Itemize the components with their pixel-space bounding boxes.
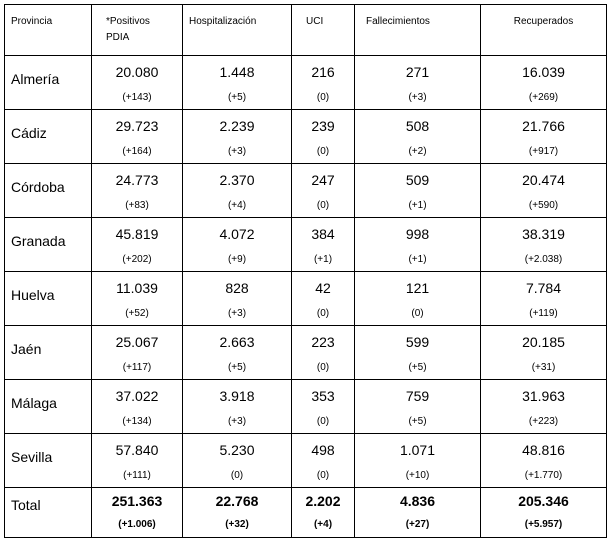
rec-delta: (+223): [528, 416, 559, 427]
fall-value: 271: [405, 64, 430, 80]
provincia-name: Córdoba: [11, 179, 65, 195]
fall-cell: [355, 56, 481, 110]
uci-cell: [292, 218, 355, 272]
positivos-cell: [92, 110, 183, 164]
hosp-delta: (0): [230, 470, 244, 481]
hosp-delta: (+9): [227, 254, 247, 265]
fall-value: 121: [405, 280, 430, 296]
rec-cell: [481, 380, 607, 434]
positivos-value: 57.840: [115, 442, 159, 458]
rec-cell: [481, 272, 607, 326]
table-row: [5, 434, 607, 488]
hosp-delta: (+3): [227, 146, 247, 157]
positivos-cell: [92, 326, 183, 380]
rec-value: 48.816: [522, 442, 565, 458]
hosp-delta: (+4): [227, 200, 247, 211]
provincia-name: Málaga: [11, 395, 57, 411]
positivos-delta: (+52): [125, 308, 149, 319]
rec-delta: (+590): [528, 200, 559, 211]
positivos-delta: (+111): [123, 470, 151, 481]
fall-delta: (+27): [405, 519, 430, 530]
provincia-cell: [5, 326, 92, 380]
hosp-delta: (+5): [227, 92, 247, 103]
hosp-delta: (+32): [225, 519, 249, 530]
uci-delta: (0): [316, 470, 330, 481]
fall-value: 508: [405, 118, 430, 134]
positivos-delta: (+164): [122, 146, 152, 157]
hosp-cell: [183, 380, 292, 434]
rec-cell: [481, 56, 607, 110]
rec-delta: (+119): [529, 308, 558, 319]
table-row: [5, 218, 607, 272]
header-positivos: [92, 5, 183, 56]
hosp-value: 1.448: [219, 64, 255, 80]
fall-delta: (0): [411, 308, 424, 319]
uci-value: 498: [311, 442, 335, 458]
provincia-cell: [5, 164, 92, 218]
uci-cell: [292, 272, 355, 326]
hosp-delta: (+5): [227, 362, 247, 373]
uci-cell: [292, 326, 355, 380]
rec-value: 20.474: [522, 172, 565, 188]
uci-value: 2.202: [305, 493, 341, 509]
rec-cell: [481, 488, 607, 538]
uci-delta: (0): [316, 92, 330, 103]
table-row: [5, 164, 607, 218]
header-recuperados: Recuperados: [481, 5, 607, 56]
rec-value: 38.319: [522, 226, 565, 242]
rec-cell: [481, 218, 607, 272]
provincia-cell: [5, 110, 92, 164]
provincia-name: Total: [11, 497, 41, 513]
uci-delta: (0): [316, 308, 330, 319]
table-row: [5, 326, 607, 380]
positivos-cell: [92, 380, 183, 434]
positivos-cell: [92, 218, 183, 272]
table-row: [5, 380, 607, 434]
hosp-cell: [183, 434, 292, 488]
header-fallecimientos: Fallecimientos: [355, 5, 481, 56]
positivos-value: 45.819: [115, 226, 159, 242]
covid-data-table: [4, 4, 607, 538]
fall-value: 599: [405, 334, 430, 350]
fall-delta: (+10): [405, 470, 430, 481]
uci-cell: [292, 56, 355, 110]
uci-cell: [292, 434, 355, 488]
hosp-cell: [183, 218, 292, 272]
hosp-cell: [183, 326, 292, 380]
rec-cell: [481, 164, 607, 218]
rec-cell: [481, 110, 607, 164]
provincia-name: Cádiz: [11, 125, 47, 141]
positivos-value: 25.067: [115, 334, 159, 350]
rec-delta: (+2.038): [524, 254, 563, 265]
uci-delta: (0): [316, 146, 330, 157]
positivos-value: 20.080: [115, 64, 159, 80]
provincia-name: Almería: [11, 71, 60, 87]
provincia-cell: [5, 218, 92, 272]
rec-delta: (+917): [528, 146, 559, 157]
uci-value: 216: [311, 64, 335, 80]
positivos-delta: (+134): [122, 416, 152, 427]
table-row: [5, 110, 607, 164]
hosp-value: 2.370: [219, 172, 255, 188]
uci-value: 223: [311, 334, 335, 350]
rec-delta: (+1.770): [524, 470, 563, 481]
fall-cell: [355, 164, 481, 218]
positivos-cell: [92, 434, 183, 488]
rec-value: 20.185: [522, 334, 565, 350]
hosp-cell: [183, 488, 292, 538]
header-row: [5, 5, 607, 56]
rec-value: 205.346: [518, 493, 569, 509]
positivos-delta: (+117): [122, 362, 152, 373]
hosp-value: 3.918: [219, 388, 255, 404]
positivos-cell: [92, 272, 183, 326]
fall-value: 1.071: [399, 442, 436, 458]
uci-cell: [292, 164, 355, 218]
positivos-delta: (+83): [125, 200, 149, 211]
positivos-value: 29.723: [115, 118, 159, 134]
fall-value: 509: [405, 172, 430, 188]
provincia-cell: [5, 380, 92, 434]
uci-value: 42: [315, 280, 331, 296]
table-body: [5, 56, 607, 538]
fall-value: 998: [405, 226, 430, 242]
rec-delta: (+269): [528, 92, 559, 103]
rec-cell: [481, 326, 607, 380]
fall-delta: (+2): [408, 146, 427, 157]
uci-delta: (0): [316, 362, 330, 373]
fall-delta: (+1): [408, 200, 427, 211]
provincia-cell: [5, 56, 92, 110]
hosp-value: 828: [225, 280, 249, 296]
rec-delta: (+31): [531, 362, 556, 373]
provincia-name: Granada: [11, 233, 66, 249]
uci-delta: (0): [316, 200, 330, 211]
positivos-cell: [92, 488, 183, 538]
table-row: [5, 272, 607, 326]
rec-value: 16.039: [522, 64, 565, 80]
rec-value: 7.784: [525, 280, 562, 296]
fall-cell: [355, 272, 481, 326]
uci-value: 353: [311, 388, 335, 404]
provincia-name: Huelva: [11, 287, 55, 303]
fall-cell: [355, 488, 481, 538]
positivos-cell: [92, 164, 183, 218]
fall-delta: (+5): [408, 416, 427, 427]
positivos-value: 251.363: [111, 493, 163, 509]
uci-value: 247: [311, 172, 335, 188]
fall-delta: (+3): [408, 92, 427, 103]
hosp-cell: [183, 164, 292, 218]
uci-value: 239: [311, 118, 335, 134]
hosp-cell: [183, 56, 292, 110]
fall-value: 4.836: [399, 493, 436, 509]
uci-delta: (0): [316, 416, 330, 427]
positivos-value: 24.773: [115, 172, 159, 188]
header-positivos-line2: PDIA: [106, 32, 130, 43]
fall-delta: (+5): [408, 362, 427, 373]
hosp-value: 2.239: [219, 118, 255, 134]
uci-value: 384: [311, 226, 335, 242]
provincia-cell: [5, 272, 92, 326]
header-hospitalizacion: Hospitalización: [183, 5, 292, 56]
fall-cell: [355, 218, 481, 272]
uci-cell: [292, 488, 355, 538]
fall-value: 759: [405, 388, 430, 404]
fall-cell: [355, 434, 481, 488]
table-row: [5, 56, 607, 110]
positivos-delta: (+143): [122, 92, 152, 103]
uci-cell: [292, 380, 355, 434]
header-provincia: Provincia: [5, 5, 92, 56]
positivos-delta: (+202): [122, 254, 152, 265]
provincia-cell: [5, 434, 92, 488]
rec-value: 31.963: [522, 388, 565, 404]
positivos-delta: (+1.006): [118, 519, 156, 530]
uci-delta: (+1): [313, 254, 333, 265]
positivos-value: 37.022: [115, 388, 159, 404]
provincia-name: Jaén: [11, 341, 42, 357]
provincia-cell: [5, 488, 92, 538]
positivos-value: 11.039: [116, 280, 158, 296]
fall-cell: [355, 380, 481, 434]
rec-value: 21.766: [522, 118, 565, 134]
rec-cell: [481, 434, 607, 488]
header-uci: UCI: [292, 5, 355, 56]
total-row: [5, 488, 607, 538]
hosp-value: 5.230: [219, 442, 255, 458]
fall-cell: [355, 326, 481, 380]
fall-cell: [355, 110, 481, 164]
hosp-delta: (+3): [227, 308, 247, 319]
uci-cell: [292, 110, 355, 164]
fall-delta: (+1): [408, 254, 427, 265]
header-positivos-line1: *Positivos: [106, 16, 150, 27]
hosp-delta: (+3): [227, 416, 247, 427]
hosp-value: 22.768: [215, 493, 259, 509]
provincia-name: Sevilla: [11, 449, 53, 465]
hosp-cell: [183, 272, 292, 326]
rec-delta: (+5.957): [524, 519, 563, 530]
hosp-cell: [183, 110, 292, 164]
positivos-cell: [92, 56, 183, 110]
hosp-value: 4.072: [219, 226, 255, 242]
hosp-value: 2.663: [219, 334, 255, 350]
uci-delta: (+4): [313, 519, 333, 530]
